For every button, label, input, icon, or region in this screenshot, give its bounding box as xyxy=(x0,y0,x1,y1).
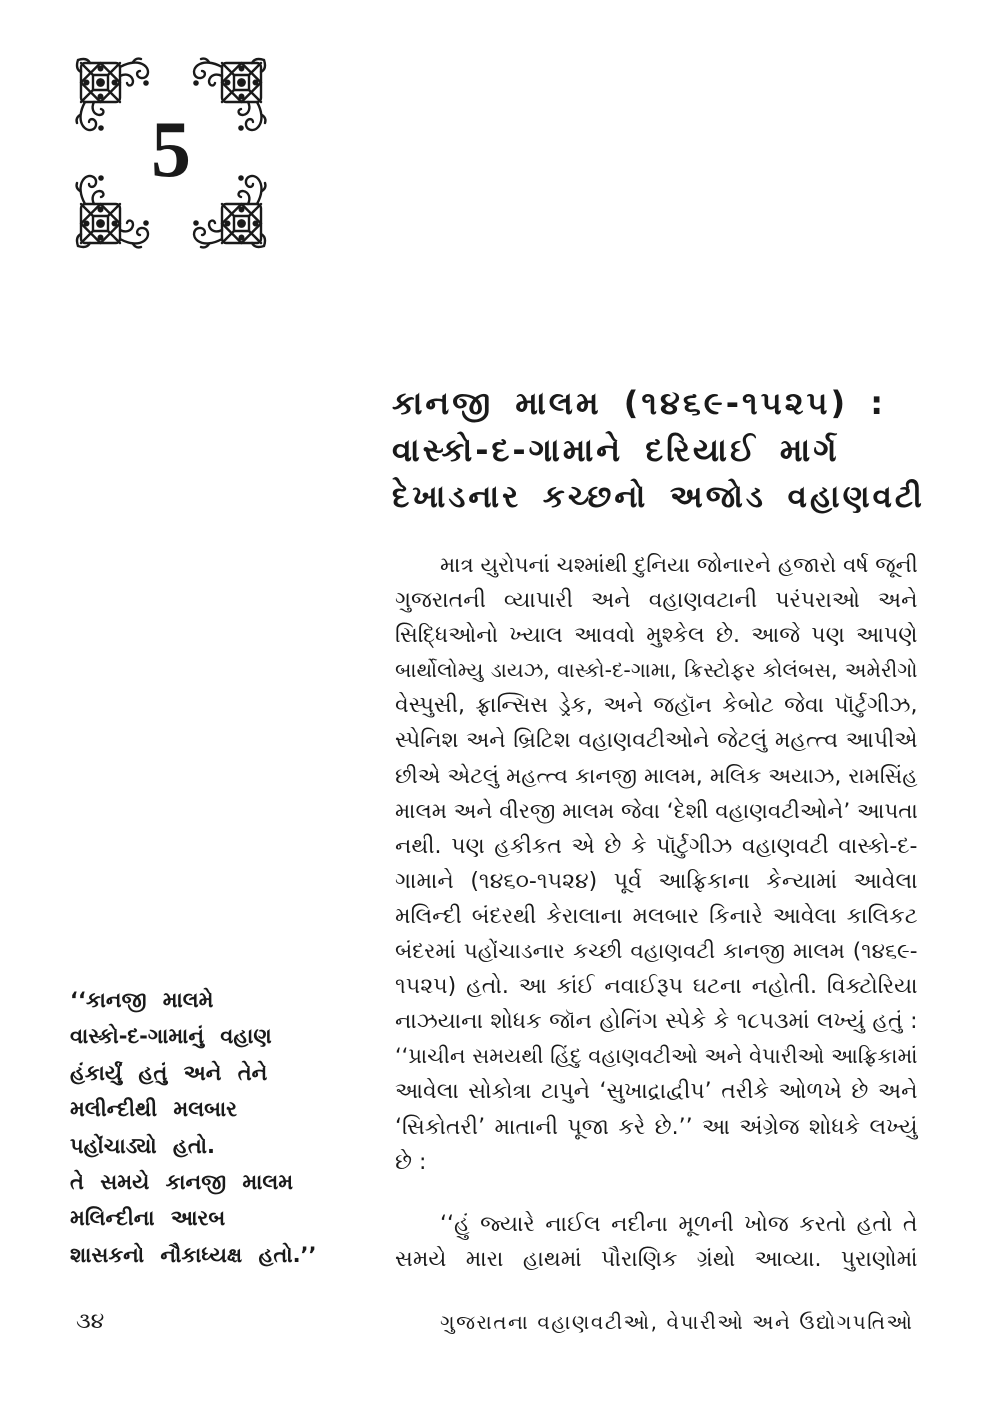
body-paragraph xyxy=(395,1207,918,1277)
text-line: ‘સિકોતરી’ માતાની પૂજા કરે છે.’’ આ અંગ્રેજ શોધકે લખ્યું xyxy=(395,1114,918,1140)
chapter-title xyxy=(392,380,932,521)
text-line: ગુજરાતની વ્યાપારી અને વહાણવટાની પરંપરાઓ અને xyxy=(395,588,918,614)
text-line: છીએ એટલું મહત્ત્વ કાનજી માલમ, મલિક અયાઝ, રામસિંહ xyxy=(395,763,918,789)
text-line: મલિન્દી બંદરથી કેરાલાના મલબાર કિનારે આવેલા કાલિકટ xyxy=(395,903,918,929)
pull-quote-line: હંકાર્યું હતું અને તેને xyxy=(70,1060,268,1085)
page-number: ૩૪ xyxy=(76,1309,105,1334)
text-line: નથી. પણ હકીકત એ છે કે પૉર્ટુગીઝ વહાણવટી વાસ્કો-દ- xyxy=(395,833,918,859)
text-line: સમયે મારા હાથમાં પૌરાણિક ગ્રંથો આવ્યા. પુરાણોમાં xyxy=(395,1247,918,1273)
text-line: બંદરમાં પહોંચાડનાર કચ્છી વહાણવટી કાનજી માલમ (૧૪૬૯- xyxy=(395,939,918,965)
text-line: માલમ અને વીરજી માલમ જેવા ‘દેશી વહાણવટીઓને’ આપતા xyxy=(395,798,918,824)
pull-quote-line: શાસકનો નૌકાધ્યક્ષ હતો.’’ xyxy=(70,1242,317,1267)
running-footer-title: ગુજરાતના વહાણવટીઓ, વેપારીઓ અને ઉદ્યોગપતિઓ xyxy=(440,1310,914,1334)
text-line: આવેલા સોકોત્રા ટાપુને ‘સુખાદ્રાદ્વીપ’ તરીકે ઓળખે છે અને xyxy=(395,1079,918,1105)
text-line: ‘‘પ્રાચીન સમયથી હિંદુ વહાણવટીઓ અને વેપારીઓ આફ્રિકામાં xyxy=(395,1044,918,1069)
pull-quote-line: તે સમયે કાનજી માલમ xyxy=(70,1169,294,1194)
text-line: ગામાને (૧૪૬૦-૧૫૨૪) પૂર્વ આફ્રિકાના કેન્યામાં આવેલા xyxy=(395,868,918,894)
text-line: સ્પેનિશ અને બ્રિટિશ વહાણવટીઓને જેટલું મહત્ત્વ આપીએ xyxy=(395,728,918,754)
pull-quote-line: વાસ્કો-દ-ગામાનું વહાણ xyxy=(70,1024,272,1049)
text-line: ૧૫૨૫) હતો. આ કાંઈ નવાઈરૂપ ઘટના નહોતી. વિક્ટોરિયા xyxy=(395,974,918,1000)
text-line: વેસ્પુસી, ફ્રાન્સિસ ડ્રેક, અને જહૉન કેબોટ જેવા પૉર્ટુગીઝ, xyxy=(395,693,918,719)
body-paragraph xyxy=(395,548,918,1180)
text-line: નાઝયાના શોધક જૉન હોનિંગ સ્પેકે કે ૧૮૫૩માં લખ્યું હતું : xyxy=(395,1009,918,1035)
chapter-title-line: કાનજી માલમ (૧૪૬૯-૧૫૨૫) : xyxy=(392,384,887,422)
pull-quote xyxy=(70,982,342,1273)
pull-quote-line: મલીન્દીથી મલબાર xyxy=(70,1097,237,1122)
chapter-number: 5 xyxy=(151,106,191,194)
chapter-title-line: દેખાડનાર કચ્છનો અજોડ વહાણવટી xyxy=(392,479,925,515)
text-line: છે : xyxy=(395,1149,427,1175)
chapter-title-line: વાસ્કો-દ-ગામાને દરિયાઈ માર્ગ xyxy=(392,431,840,469)
pull-quote-line: પહોંચાડ્યો હતો. xyxy=(70,1133,215,1158)
pull-quote-line: ‘‘કાનજી માલમે xyxy=(70,988,214,1012)
chapter-ornament-frame xyxy=(76,58,266,248)
text-line: બાર્થોલોમ્યુ ડાયઝ, વાસ્કો-દ-ગામા, ક્રિસ્ટોફર કોલંબસ, અમેરીગો xyxy=(395,658,918,683)
text-line: માત્ર યુરોપનાં ચશ્માંથી દુનિયા જોનારને હજારો વર્ષ જૂની xyxy=(440,553,918,578)
pull-quote-line: મલિન્દીના આરબ xyxy=(70,1206,226,1231)
text-line: ‘‘હું જ્યારે નાઈલ નદીના મૂળની ખોજ કરતો હતો તે xyxy=(440,1212,918,1237)
text-line: સિદ્ધિઓનો ખ્યાલ આવવો મુશ્કેલ છે. આજે પણ આપણે xyxy=(395,623,918,649)
